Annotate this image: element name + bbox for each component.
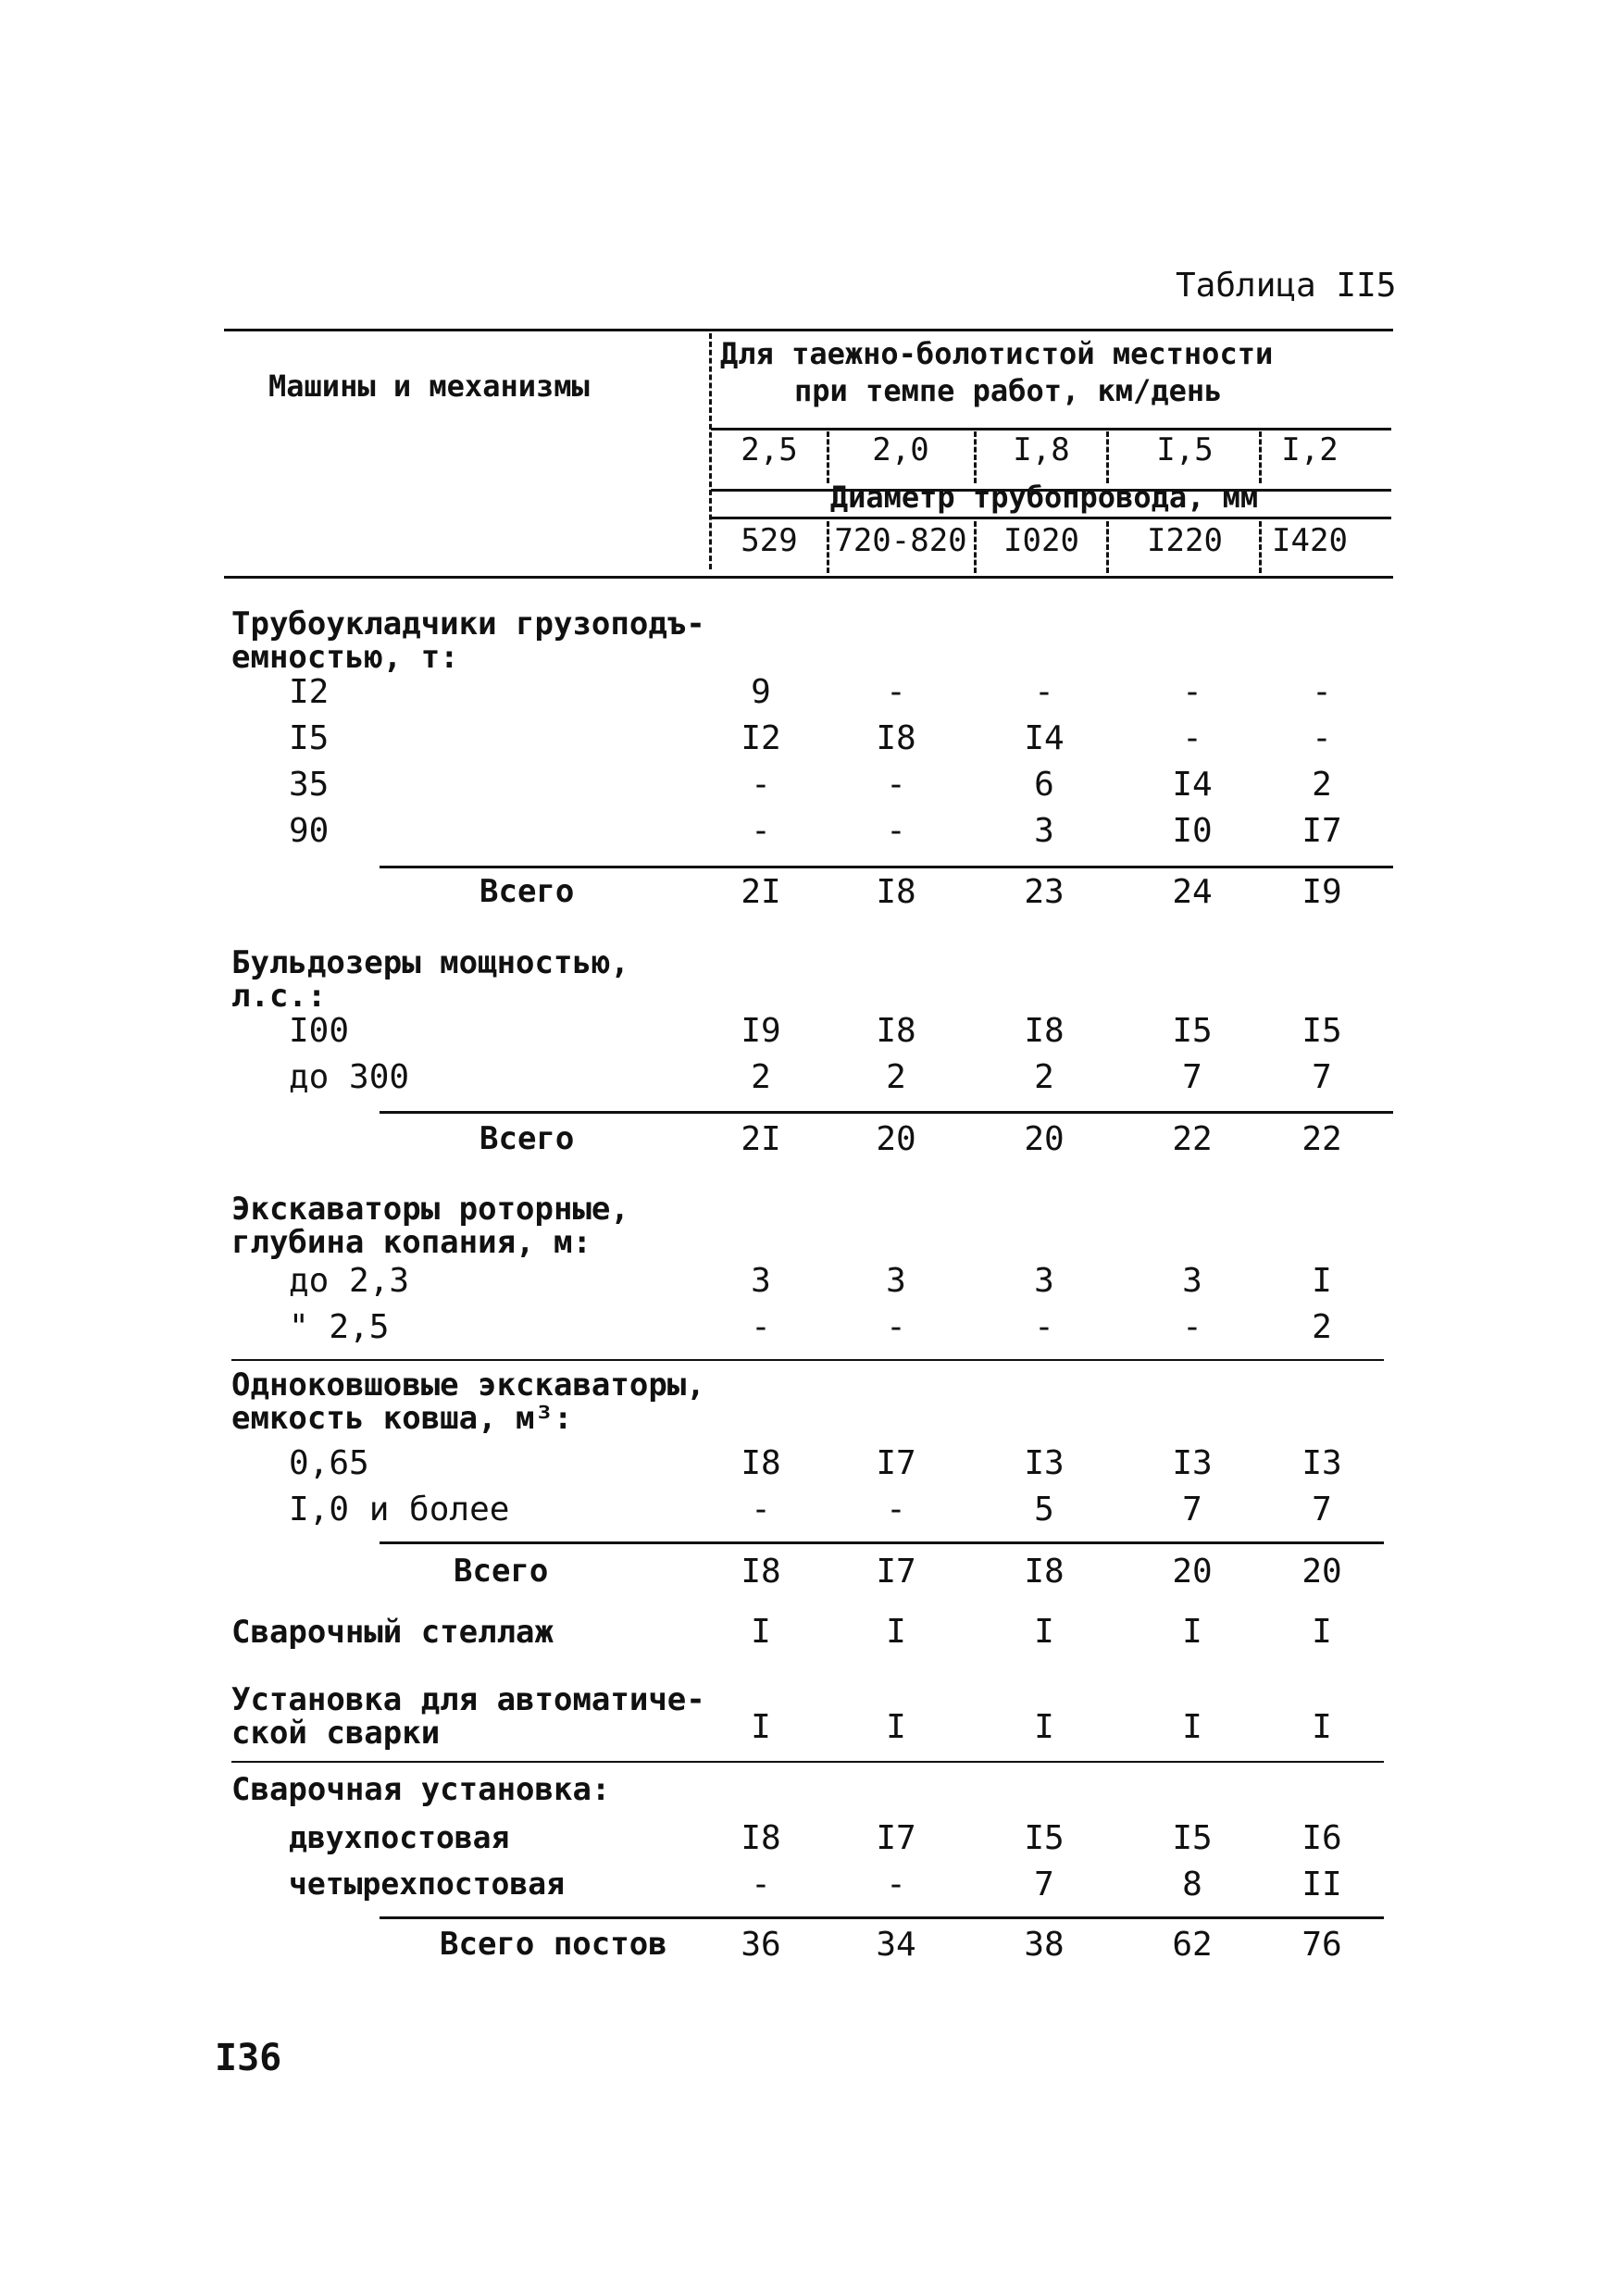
diameter-value: 529 [741,522,798,559]
table-cell: I5 [1024,1819,1065,1857]
total-cell: 2I [741,1120,781,1158]
table-cell: I7 [876,1444,916,1482]
row-label: до 2,3 [289,1262,410,1300]
table-cell: - [751,1866,771,1903]
table-cell: 6 [1034,766,1054,804]
table-cell: I9 [741,1012,781,1050]
total-cell: 34 [876,1926,916,1964]
diameter-value: I020 [1003,522,1079,559]
table-cell: - [886,1866,906,1903]
table-cell: I8 [876,1012,916,1050]
table-cell: - [751,1308,771,1346]
row-label: I00 [289,1012,350,1050]
total-cell: 36 [741,1926,781,1964]
row-label: 35 [289,766,330,804]
table-cell: 7 [1312,1058,1332,1096]
total-cell: 38 [1024,1926,1065,1964]
speed-header: I,2 [1281,431,1339,468]
table-cell: I5 [1172,1012,1213,1050]
total-cell: I9 [1301,873,1342,911]
table-cell: 5 [1034,1491,1054,1529]
diameter-value: I420 [1272,522,1348,559]
page-number: I36 [215,2037,282,2079]
table-cell: - [886,766,906,804]
table-cell: 2 [1312,1308,1332,1346]
table-cell: 7 [1034,1866,1054,1903]
table-cell: - [751,766,771,804]
table-cell: I [1312,1708,1332,1746]
table-cell: 2 [1034,1058,1054,1096]
table-cell: I8 [1024,1012,1065,1050]
speed-header: 2,0 [872,431,929,468]
table-cell: - [886,1491,906,1529]
row-label: I5 [289,719,330,757]
table-cell: 3 [886,1262,906,1300]
table-cell: I7 [1301,812,1342,850]
table-cell: 3 [1034,1262,1054,1300]
total-cell: 62 [1172,1926,1213,1964]
total-rule [380,1916,1384,1919]
table-cell: I0 [1172,812,1213,850]
table-cell: - [1182,1308,1202,1346]
row-label: до 300 [289,1058,410,1096]
total-cell: 22 [1301,1120,1342,1158]
row-label: I,0 и более [289,1491,510,1529]
row-label: четырехпостовая [289,1866,566,1902]
header-speed-rule [711,428,1391,430]
table-cell: I5 [1301,1012,1342,1050]
total-cell: I8 [1024,1553,1065,1591]
table-cell: - [1182,719,1202,757]
row-label: 0,65 [289,1444,369,1482]
header-bottom-rule [224,576,1393,579]
group-header-line1: Для таежно-болотистой местности [720,336,1274,371]
total-cell: 24 [1172,873,1213,911]
table-cell: I4 [1172,766,1213,804]
total-label: Всего [479,1120,575,1157]
table-cell: I [1182,1708,1202,1746]
total-cell: 20 [876,1120,916,1158]
section-title: Трубоукладчики грузоподъ- емностью, т: [231,605,705,676]
table-cell: I [1312,1262,1332,1300]
section-title: Бульдозеры мощностью, л.с.: [231,944,629,1015]
table-cell: I [751,1613,771,1651]
table-cell: I5 [1172,1819,1213,1857]
table-cell: I3 [1172,1444,1213,1482]
total-cell: I8 [876,873,916,911]
total-cell: 20 [1301,1553,1342,1591]
section-title: Сварочная установка: [231,1771,611,1808]
table-cell: II [1301,1866,1342,1903]
table-cell: 3 [1034,812,1054,850]
section-rule [231,1761,1384,1763]
total-label: Всего постов [440,1926,667,1963]
total-label: Всего [454,1553,549,1590]
row-label: " 2,5 [289,1308,390,1346]
machines-header: Машины и механизмы [268,368,590,404]
table-cell: 7 [1182,1058,1202,1096]
table-cell: I [1034,1613,1054,1651]
table-cell: I8 [741,1819,781,1857]
table-cell: - [751,812,771,850]
section-rule [231,1359,1384,1361]
header-top-rule [224,329,1393,331]
row-label: 90 [289,812,330,850]
section-title: Экскаваторы роторные, глубина копания, м: [231,1191,629,1261]
total-cell: 20 [1172,1553,1213,1591]
speed-header: 2,5 [741,431,798,468]
table-cell: I [1182,1613,1202,1651]
row-label: двухпостовая [289,1819,510,1855]
table-cell: I4 [1024,719,1065,757]
table-cell: - [1182,673,1202,711]
table-cell: 8 [1182,1866,1202,1903]
diameter-value: I220 [1147,522,1223,559]
table-cell: I6 [1301,1819,1342,1857]
group-header [720,335,1273,409]
total-cell: 23 [1024,873,1065,911]
table-cell: - [751,1491,771,1529]
table-cell: I [1312,1613,1332,1651]
table-cell: 2 [751,1058,771,1096]
table-cell: 9 [751,673,771,711]
table-cell: 7 [1312,1491,1332,1529]
table-cell: I3 [1024,1444,1065,1482]
table-cell: I7 [876,1819,916,1857]
total-cell: 22 [1172,1120,1213,1158]
table-cell: I3 [1301,1444,1342,1482]
total-cell: I7 [876,1553,916,1591]
table-cell: - [1312,719,1332,757]
table-cell: - [886,1308,906,1346]
group-header-line2: при темпе работ, км/день [794,373,1223,408]
total-rule [380,1541,1384,1544]
speed-header: I,8 [1013,431,1070,468]
table-cell: I8 [876,719,916,757]
table-cell: 2 [1312,766,1332,804]
total-cell: 20 [1024,1120,1065,1158]
table-cell: - [1034,1308,1054,1346]
total-rule [380,1111,1393,1114]
total-rule [380,866,1393,868]
table-cell: 3 [751,1262,771,1300]
row-label: I2 [289,673,330,711]
table-cell: - [1312,673,1332,711]
table-cell: - [1034,673,1054,711]
total-label: Всего [479,873,575,910]
table-cell: I [1034,1708,1054,1746]
table-cell: I [751,1708,771,1746]
section-title: Сварочный стеллаж [231,1614,554,1651]
table-cell: I [886,1613,906,1651]
table-cell: I8 [741,1444,781,1482]
speed-header: I,5 [1156,431,1214,468]
table-cell: 2 [886,1058,906,1096]
diameter-value: 720-820 [834,522,967,559]
total-cell: 2I [741,873,781,911]
table-cell: I2 [741,719,781,757]
table-cell: 3 [1182,1262,1202,1300]
total-cell: I8 [741,1553,781,1591]
diameter-header: Диаметр трубопровода, мм [829,480,1259,515]
table-cell: - [886,812,906,850]
table-cell: - [886,673,906,711]
total-cell: 76 [1301,1926,1342,1964]
section-title: Одноковшовые экскаваторы, емкость ковша, м³: [231,1366,705,1437]
table-title: Таблица II5 [1176,267,1397,305]
table-cell: 7 [1182,1491,1202,1529]
header-diameter-under-rule [711,517,1391,519]
section-title: Установка для автоматиче- ской сварки [231,1681,705,1752]
table-cell: I [886,1708,906,1746]
